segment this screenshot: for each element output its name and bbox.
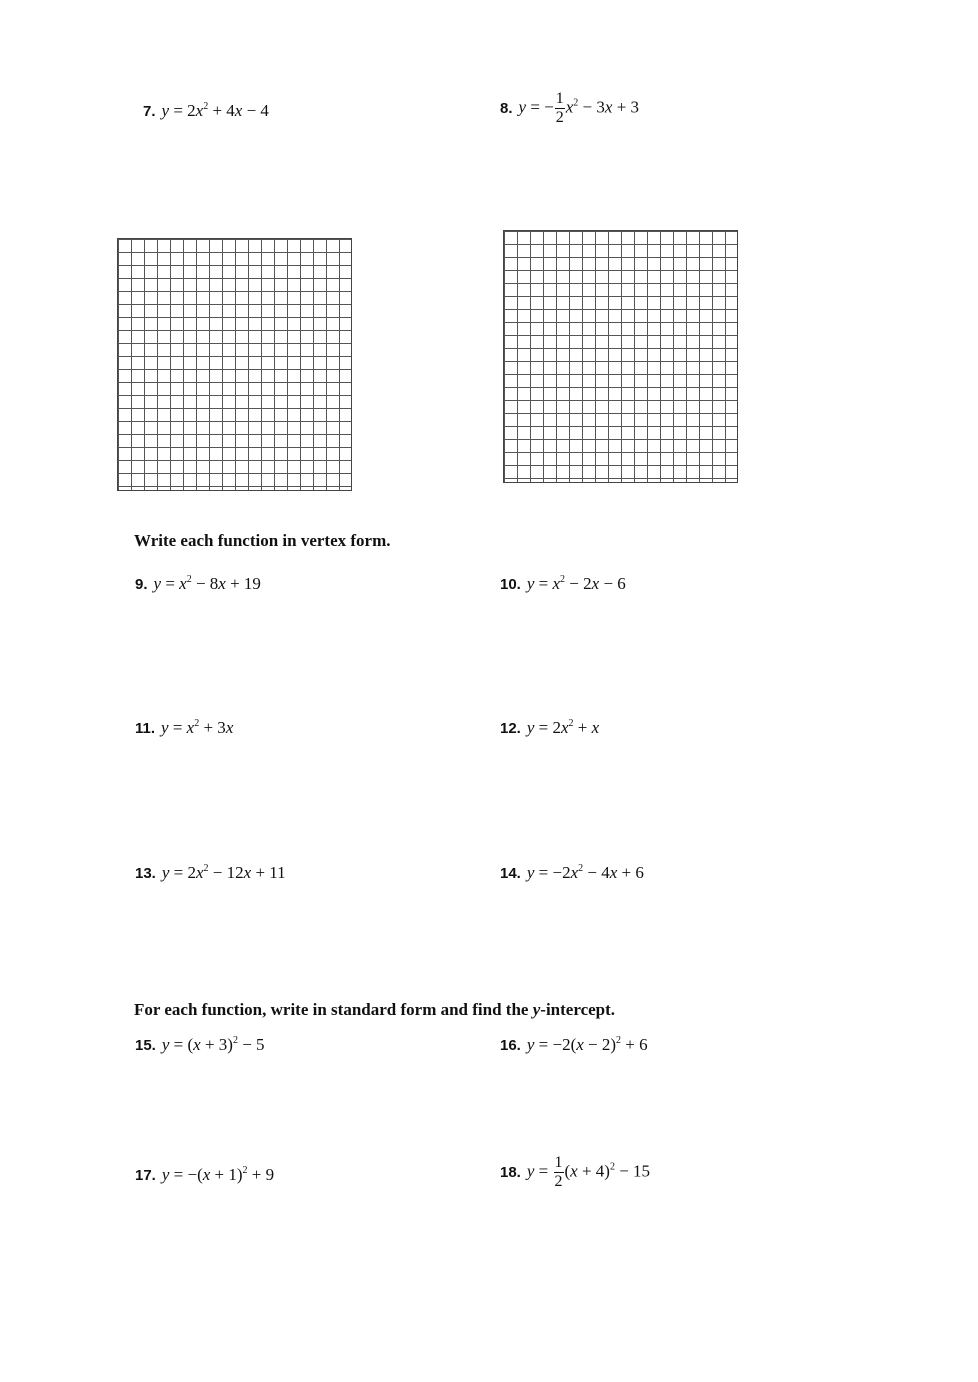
equation: $y = -2x^2 - 4x + 6$ <box>526 863 644 882</box>
equation: $y = 2x^2 + x$ <box>526 718 600 737</box>
problem-9 <box>135 574 261 594</box>
equation: $y = 2x^2 - 12x + 11$ <box>161 863 286 882</box>
problem-number: 17. <box>135 1166 156 1184</box>
problem-number: 15. <box>135 1036 156 1054</box>
problem-number: 8. <box>500 100 513 117</box>
equation: y = − $\frac{1}{2}$ $x^2 - 3x + 3$ <box>518 90 640 126</box>
equation: $y = -2(x - 2)^2 + 6$ <box>526 1035 648 1054</box>
vertex-form-heading: Write each function in vertex form. <box>134 531 391 550</box>
problem-number: 11. <box>135 719 156 737</box>
equation: $y = x^2 - 8x + 19$ <box>153 574 261 593</box>
problem-17 <box>135 1165 274 1185</box>
equation: $y = x^2 - 2x - 6$ <box>526 574 626 593</box>
problem-number: 10. <box>500 575 521 593</box>
problem-12 <box>500 718 599 738</box>
equation: $y = (x + 3)^2 - 5$ <box>161 1035 265 1054</box>
problem-number: 9. <box>135 575 148 593</box>
problem-8 <box>500 90 639 127</box>
problem-11 <box>135 718 233 738</box>
graph-grid-left[interactable] <box>117 238 352 491</box>
problem-number: 13. <box>135 864 156 882</box>
problem-number: 14. <box>500 864 521 882</box>
problem-14 <box>500 863 644 883</box>
problem-10 <box>500 574 626 594</box>
problem-number: 18. <box>500 1164 521 1181</box>
problem-18 <box>500 1154 650 1191</box>
graph-grid-right[interactable] <box>503 230 738 483</box>
equation: $y = 2x^2 + 4x - 4$ <box>161 101 269 120</box>
fraction-one-half: $\frac{1}{2}$ <box>554 1154 563 1190</box>
equation: y = $\frac{1}{2}$ $(x + 4)^2 - 15$ <box>526 1154 651 1190</box>
problem-16 <box>500 1035 648 1055</box>
problem-7 <box>143 101 269 121</box>
equation: $y = -(x + 1)^2 + 9$ <box>161 1165 275 1184</box>
problem-15 <box>135 1035 265 1055</box>
equation: $y = x^2 + 3x$ <box>161 718 234 737</box>
fraction-one-half: $\frac{1}{2}$ <box>555 90 564 126</box>
problem-13 <box>135 863 286 883</box>
problem-number: 7. <box>143 102 156 120</box>
problem-number: 12. <box>500 719 521 737</box>
problem-number: 16. <box>500 1036 521 1054</box>
standard-form-heading: For each function, write in standard form and find the y-intercept. <box>134 1000 616 1019</box>
